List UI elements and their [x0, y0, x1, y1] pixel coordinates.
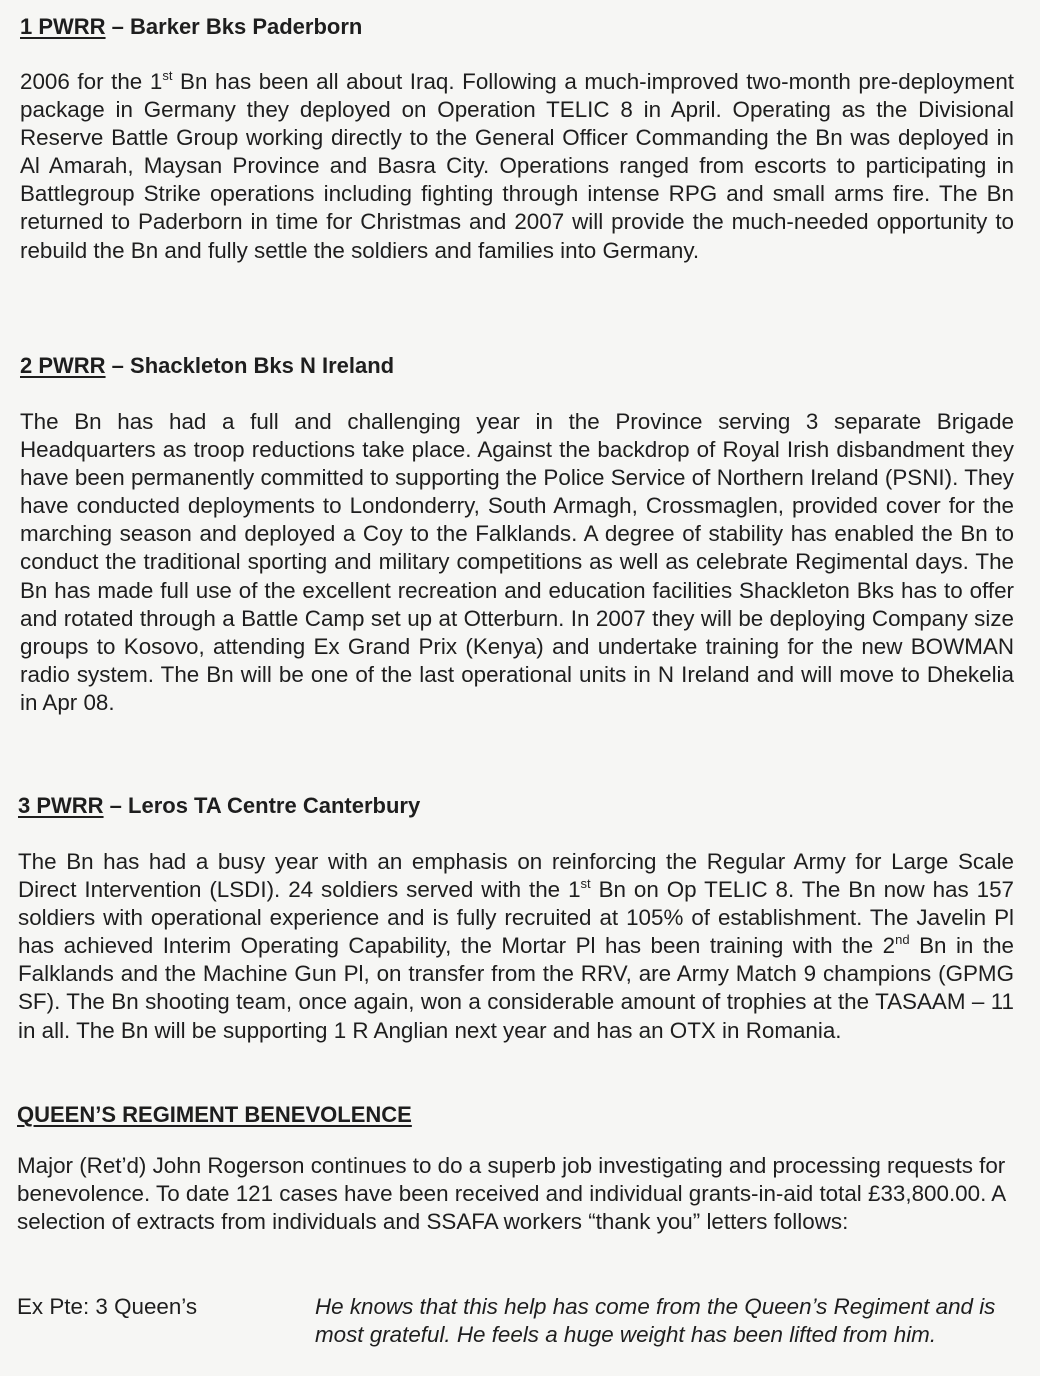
section-paragraph-2pwrr: The Bn has had a full and challenging year in the Province serving 3 separate Brigade Headquarters as troop reductions take place. Against the backdrop of Royal Irish disbandment they have been permanently committed to supporting the Police Service of Northern Ireland (PSNI). They have conducted deployments to Londonderry, South Armagh, Crossmaglen, provided cover for the marching season and deployed a Coy to the Falklands. A degree of stability has enabled the Bn to conduct the traditional sporting and military competitions as well as celebrate Regimental days. The Bn has made full use of the excellent recreation and education facilities Shackleton Bks has to offer and rotated through a Battle Camp set up at Otterburn. In 2007 they will be deploying Company size groups to Kosovo, attending Ex Grand Prix (Kenya) and undertake training for the new BOWMAN radio system. The Bn will be one of the last operational units in N Ireland and will move to Dhekelia in Apr 08. — [20, 409, 1014, 715]
paragraph-text: Bn in the Falklands and the Machine Gun Pl, on transfer from the RRV, are Army Match 9 champions (GPMG SF). The Bn shooting team, once again, won a considerable amount of trophies at the TASAAM – 11 in all. The Bn will be supporting 1 R Anglian next year and has an OTX in Romania. — [18, 933, 1014, 1043]
unit-code: 1 PWRR — [20, 14, 106, 39]
section-paragraph-1pwrr — [20, 68, 1014, 265]
benevolence-paragraph: Major (Ret’d) John Rogerson continues to do a superb job investigating and processing requests for benevolence. To date 121 cases have been received and individual grants-in-aid total £33,800.00. A selection of extracts from individuals and SSAFA workers “thank you” letters follows: — [17, 1153, 1006, 1235]
paragraph-text: Bn has been all about Iraq. Following a much-improved two-month pre-deployment package in Germany they deployed on Operation TELIC 8 in April. Operating as the Divisional Reserve Battle Group working directly to the General Officer Commanding the Bn was deployed in Al Amarah, Maysan Province and Basra City. Operations ranged from escorts to participating in Battlegroup Strike operations including fighting through intense RPG and small arms fire. The Bn returned to Paderborn in time for Christmas and 2007 will provide the much-needed opportunity to rebuild the Bn and fully settle the soldiers and families into Germany. — [20, 69, 1015, 263]
unit-code: 2 PWRR — [20, 353, 106, 378]
paragraph-text: Bn on Op TELIC 8. The Bn now has 157 soldiers with operational experience and is fully recruited at 105% of establishment. The Javelin Pl has achieved Interim Operating Capability, the Mortar Pl has been training with the 2 — [18, 877, 1014, 959]
quote-attribution: Ex Pte: 3 Queen’s — [17, 1294, 198, 1319]
section-heading-2pwrr — [20, 352, 394, 380]
ordinal-suffix: st — [162, 68, 173, 83]
ordinal-suffix: nd — [895, 932, 910, 948]
section-heading-3pwrr — [18, 792, 420, 820]
benevolence-heading: QUEEN’S REGIMENT BENEVOLENCE — [17, 1102, 412, 1127]
heading-separator: – — [103, 793, 129, 818]
quote-text: He knows that this help has come from the Queen’s Regiment and is most grateful. He feels a huge weight has been lifted from him. — [315, 1294, 996, 1347]
paragraph-text: The Bn has had a busy year with an emphasis on reinforcing the Regular Army for Large Scale Direct Intervention (LSDI). 24 soldiers served with the 1 — [18, 849, 1014, 903]
unit-code: 3 PWRR — [18, 793, 104, 818]
section-heading-1pwrr — [20, 13, 362, 41]
unit-location: Shackleton Bks N Ireland — [130, 353, 395, 378]
heading-separator: – — [105, 353, 131, 378]
ordinal-suffix: st — [580, 876, 591, 892]
heading-separator: – — [105, 14, 131, 39]
section-paragraph-3pwrr — [18, 848, 1014, 1045]
unit-location: Leros TA Centre Canterbury — [128, 793, 421, 818]
unit-location: Barker Bks Paderborn — [130, 14, 363, 39]
paragraph-text: 2006 for the 1 — [20, 69, 163, 94]
